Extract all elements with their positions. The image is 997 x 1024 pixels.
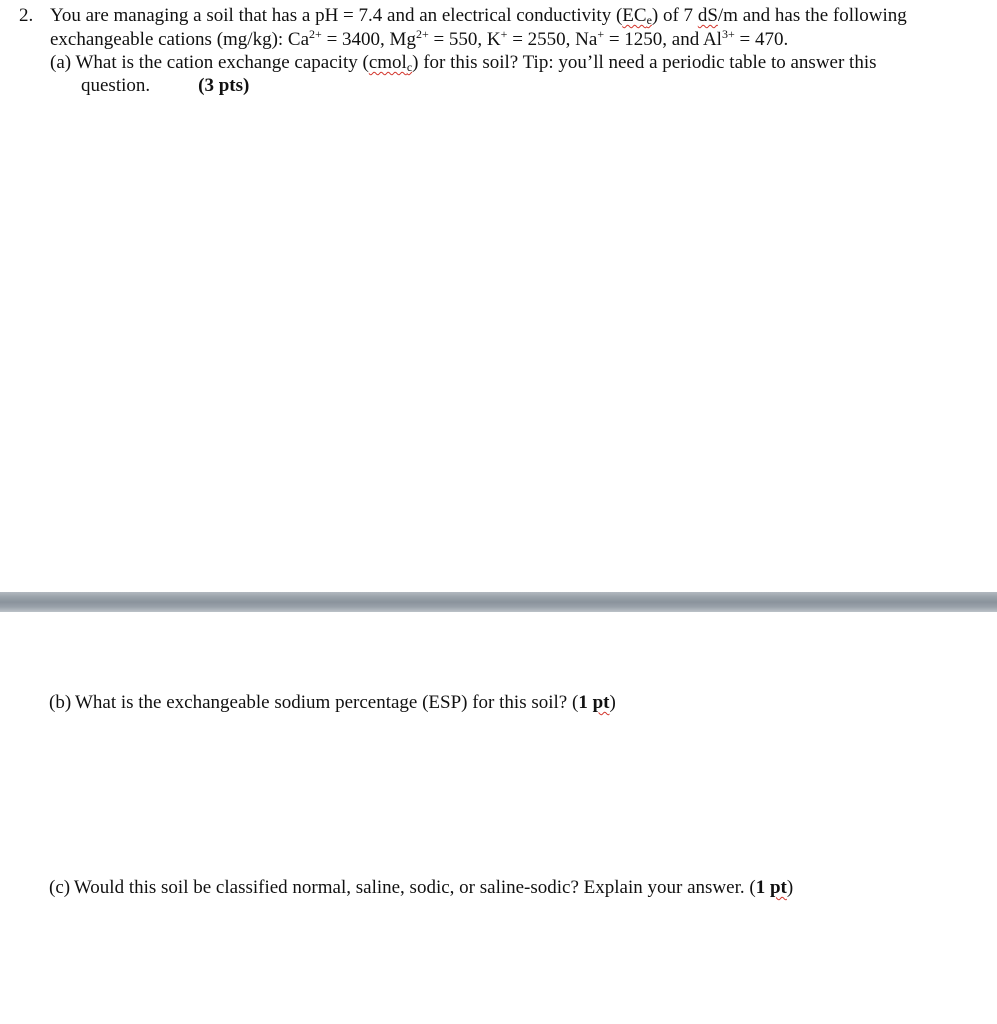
cmol-main: cmol	[368, 52, 407, 73]
ec-main: EC	[622, 5, 647, 26]
part-c-points-word: pt	[769, 877, 787, 898]
part-a-line-2	[81, 75, 249, 97]
na-charge: +	[597, 27, 605, 41]
part-c-close: )	[786, 877, 794, 898]
line2-text-3: = 550, K	[428, 29, 501, 50]
line1-text-2: ) of 7	[651, 5, 698, 26]
line1-text-3: /m and has the following	[717, 5, 907, 26]
part-c-question	[49, 877, 793, 899]
question-line-1	[50, 5, 907, 27]
cmol-term	[369, 52, 412, 73]
line2-text-5: = 1250, and Al	[604, 29, 722, 50]
line2-text-2: = 3400, Mg	[321, 29, 416, 50]
line2-text-4: = 2550, Na	[507, 29, 598, 50]
part-b-points-word: pt	[592, 692, 610, 713]
part-c-text: (c) Would this soil be classified normal, saline, sodic, or saline-sodic? Explain your answer. (	[49, 877, 756, 898]
part-a-text-2: ) for this soil? Tip: you’ll need a periodic table to answer this	[412, 52, 877, 73]
part-b-question	[49, 692, 616, 714]
question-number: 2.	[19, 5, 34, 26]
ca-charge: 2+	[309, 27, 322, 41]
line2-text-1: exchangeable cations (mg/kg): Ca	[50, 29, 310, 50]
k-charge: +	[500, 27, 508, 41]
line1-text-1: You are managing a soil that has a pH = 7.4 and an electrical conductivity (	[50, 5, 623, 26]
page-separator	[0, 592, 997, 612]
part-b-text: (b) What is the exchangeable sodium percentage (ESP) for this soil? (	[49, 692, 579, 713]
part-a-text-1: (a) What is the cation exchange capacity (	[50, 52, 369, 73]
part-a-continuation: question.	[81, 75, 151, 96]
ec-subscript: e	[646, 13, 652, 27]
page-lower	[0, 612, 997, 1024]
cmol-subscript: c	[406, 60, 413, 74]
al-charge: 3+	[721, 27, 735, 41]
line2-text-6: = 470.	[734, 29, 789, 50]
part-a-line-1	[50, 52, 877, 74]
part-b-points-number: 1	[578, 692, 588, 713]
question-line-2	[50, 29, 788, 51]
part-c-points-number: 1	[755, 877, 766, 898]
mg-charge: 2+	[415, 27, 429, 41]
part-a-points: (3 pts)	[198, 75, 250, 96]
part-b-close: )	[609, 692, 616, 713]
ds-term: dS	[697, 5, 718, 26]
ec-term	[622, 5, 652, 26]
